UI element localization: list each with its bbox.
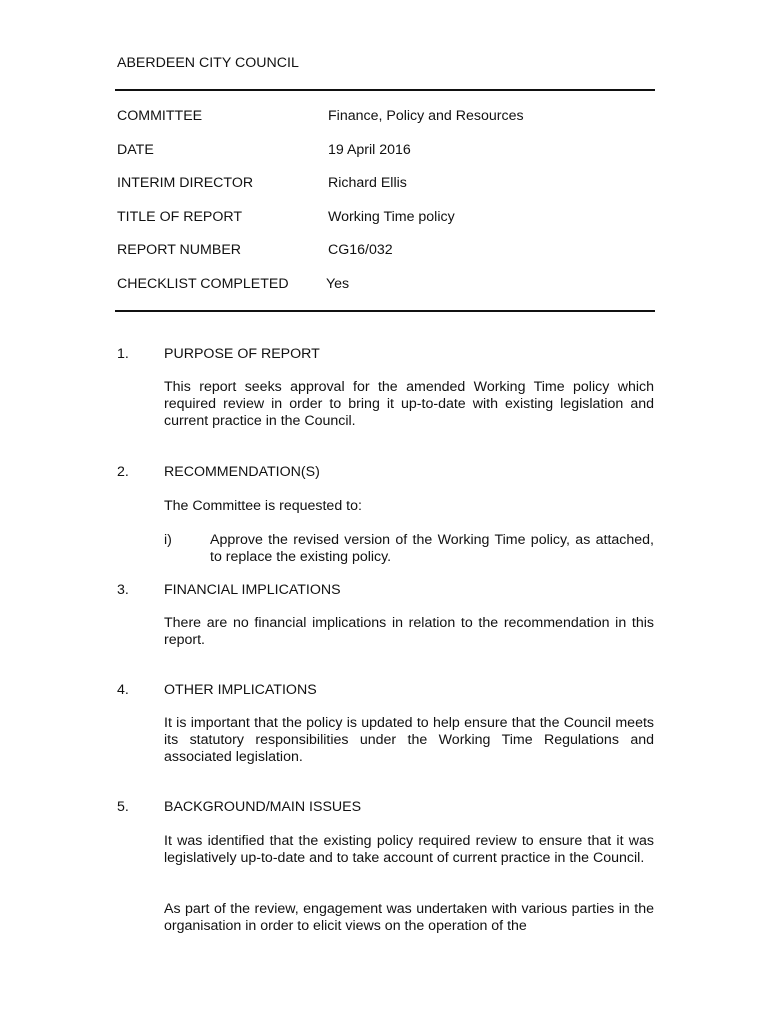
meta-label: TITLE OF REPORT	[117, 209, 243, 225]
meta-row-committee	[117, 108, 657, 126]
section-heading: OTHER IMPLICATIONS	[164, 682, 317, 698]
meta-label: DATE	[117, 142, 154, 158]
list-marker: i)	[164, 532, 172, 548]
section-number: 4.	[117, 682, 129, 698]
section-heading: PURPOSE OF REPORT	[164, 346, 320, 362]
meta-row-checklist	[117, 276, 657, 294]
list-item-text: Approve the revised version of the Working Time policy, as attached, to replace the existing policy.	[210, 532, 654, 565]
meta-value: 19 April 2016	[328, 142, 411, 158]
meta-label: REPORT NUMBER	[117, 242, 242, 258]
section-heading: BACKGROUND/MAIN ISSUES	[164, 799, 362, 815]
organisation-name: ABERDEEN CITY COUNCIL	[117, 55, 299, 71]
meta-label: COMMITTEE	[117, 108, 203, 124]
section-paragraph: There are no financial implications in relation to the recommendation in this report.	[164, 615, 654, 648]
section-paragraph: It is important that the policy is updated to help ensure that the Council meets its statutory responsibilities under the Working Time Regulations and associated legislation.	[164, 715, 654, 765]
meta-row-report-number	[117, 242, 657, 260]
meta-value: CG16/032	[328, 242, 393, 258]
top-divider	[115, 89, 655, 91]
meta-label: CHECKLIST COMPLETED	[117, 276, 289, 292]
meta-value: Richard Ellis	[328, 175, 407, 191]
meta-label: INTERIM DIRECTOR	[117, 175, 254, 191]
section-number: 5.	[117, 799, 129, 815]
meta-value: Yes	[326, 276, 350, 292]
meta-row-date	[117, 142, 657, 160]
section-paragraph: This report seeks approval for the amended Working Time policy which required review in order to bring it up-to-date with existing legislation and current practice in the Council.	[164, 379, 654, 429]
meta-row-director	[117, 175, 657, 193]
meta-value: Finance, Policy and Resources	[328, 108, 524, 124]
section-number: 1.	[117, 346, 129, 362]
section-number: 2.	[117, 464, 129, 480]
section-paragraph: The Committee is requested to:	[164, 498, 362, 514]
bottom-divider	[115, 310, 655, 312]
section-paragraph: It was identified that the existing policy required review to ensure that it was legislatively up-to-date and to take account of current practice in the Council.	[164, 833, 654, 866]
meta-value: Working Time policy	[328, 209, 455, 225]
section-heading: FINANCIAL IMPLICATIONS	[164, 582, 341, 598]
meta-row-title	[117, 209, 657, 227]
section-paragraph: As part of the review, engagement was undertaken with various parties in the organisation in order to elicit views on the operation of the	[164, 901, 654, 934]
section-number: 3.	[117, 582, 129, 598]
section-heading: RECOMMENDATION(S)	[164, 464, 320, 480]
